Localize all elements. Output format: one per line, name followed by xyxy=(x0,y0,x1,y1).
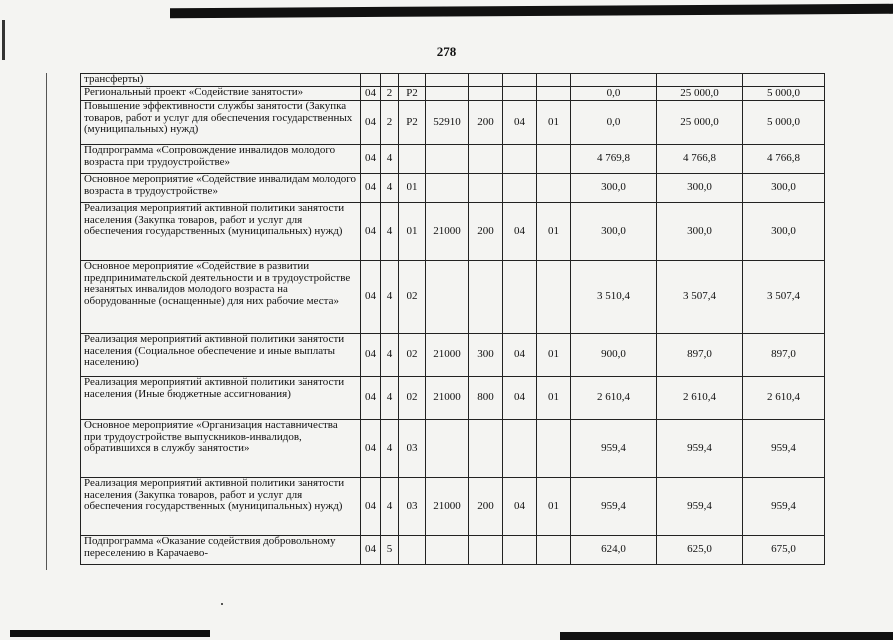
code-section: 04 xyxy=(361,261,381,334)
code-chapter xyxy=(503,87,537,101)
row-name: Реализация мероприятий активной политики занятости населения (Социальное обеспечение и иные выплаты населению) xyxy=(81,334,361,377)
code-section xyxy=(361,74,381,87)
code-chapter xyxy=(503,536,537,565)
amount-year-3 xyxy=(743,74,825,87)
code-direction xyxy=(426,74,469,87)
code-chapter xyxy=(503,145,537,174)
code-subprogram: 4 xyxy=(381,478,399,536)
table-row xyxy=(81,420,825,478)
code-direction: 21000 xyxy=(426,478,469,536)
code-event xyxy=(399,74,426,87)
amount-year-3: 959,4 xyxy=(743,420,825,478)
table-row xyxy=(81,87,825,101)
amount-year-2: 25 000,0 xyxy=(657,101,743,145)
code-expense-type: 800 xyxy=(469,377,503,420)
code-expense-type xyxy=(469,145,503,174)
amount-year-2: 25 000,0 xyxy=(657,87,743,101)
code-subchapter xyxy=(537,261,571,334)
amount-year-1: 0,0 xyxy=(571,87,657,101)
amount-year-1: 4 769,8 xyxy=(571,145,657,174)
amount-year-2: 300,0 xyxy=(657,203,743,261)
table-row xyxy=(81,74,825,87)
code-direction: 21000 xyxy=(426,334,469,377)
code-direction: 21000 xyxy=(426,377,469,420)
amount-year-3: 300,0 xyxy=(743,203,825,261)
code-direction xyxy=(426,174,469,203)
code-subchapter: 01 xyxy=(537,377,571,420)
table-row xyxy=(81,377,825,420)
code-chapter: 04 xyxy=(503,101,537,145)
amount-year-3: 4 766,8 xyxy=(743,145,825,174)
code-section: 04 xyxy=(361,174,381,203)
code-section: 04 xyxy=(361,203,381,261)
scan-border-bottom-right xyxy=(560,632,893,640)
row-name: Реализация мероприятий активной политики занятости населения (Закупка товаров, работ и услуг для обеспечения государственных (муниципальных) нужд) xyxy=(81,203,361,261)
code-expense-type xyxy=(469,536,503,565)
scan-speck xyxy=(221,603,223,605)
table-row xyxy=(81,478,825,536)
amount-year-2: 897,0 xyxy=(657,334,743,377)
budget-table xyxy=(80,73,825,565)
code-subprogram xyxy=(381,74,399,87)
code-subprogram: 4 xyxy=(381,203,399,261)
code-section: 04 xyxy=(361,87,381,101)
code-event: 02 xyxy=(399,377,426,420)
amount-year-3: 300,0 xyxy=(743,174,825,203)
code-subchapter xyxy=(537,536,571,565)
code-direction xyxy=(426,536,469,565)
code-direction xyxy=(426,420,469,478)
code-chapter xyxy=(503,74,537,87)
amount-year-1: 300,0 xyxy=(571,174,657,203)
code-expense-type xyxy=(469,74,503,87)
code-event: 03 xyxy=(399,478,426,536)
code-subchapter xyxy=(537,87,571,101)
code-subprogram: 4 xyxy=(381,420,399,478)
amount-year-3: 3 507,4 xyxy=(743,261,825,334)
amount-year-1: 0,0 xyxy=(571,101,657,145)
amount-year-2: 4 766,8 xyxy=(657,145,743,174)
code-subchapter: 01 xyxy=(537,334,571,377)
code-chapter: 04 xyxy=(503,478,537,536)
code-expense-type xyxy=(469,420,503,478)
code-direction: 21000 xyxy=(426,203,469,261)
code-subchapter: 01 xyxy=(537,203,571,261)
code-event: 02 xyxy=(399,334,426,377)
amount-year-2: 2 610,4 xyxy=(657,377,743,420)
amount-year-2 xyxy=(657,74,743,87)
code-chapter xyxy=(503,420,537,478)
code-event: Р2 xyxy=(399,101,426,145)
code-section: 04 xyxy=(361,536,381,565)
code-chapter: 04 xyxy=(503,334,537,377)
row-name: Реализация мероприятий активной политики занятости населения (Закупка товаров, работ и услуг для обеспечения государственных (муниципальных) нужд) xyxy=(81,478,361,536)
code-subprogram: 4 xyxy=(381,174,399,203)
code-subchapter xyxy=(537,145,571,174)
code-expense-type xyxy=(469,87,503,101)
code-subprogram: 5 xyxy=(381,536,399,565)
amount-year-3: 5 000,0 xyxy=(743,87,825,101)
code-subprogram: 4 xyxy=(381,334,399,377)
code-subchapter xyxy=(537,74,571,87)
amount-year-1: 300,0 xyxy=(571,203,657,261)
code-direction xyxy=(426,145,469,174)
amount-year-1: 624,0 xyxy=(571,536,657,565)
table-row xyxy=(81,174,825,203)
code-subprogram: 2 xyxy=(381,87,399,101)
scan-border-bottom-left xyxy=(10,630,210,637)
row-name: Основное мероприятие «Содействие в развитии предпринимательской деятельности и в трудоустройстве незанятых инвалидов молодого возраста на оборудованные (оснащенные) для них рабочие места» xyxy=(81,261,361,334)
code-event: Р2 xyxy=(399,87,426,101)
code-section: 04 xyxy=(361,478,381,536)
amount-year-1: 959,4 xyxy=(571,478,657,536)
code-chapter: 04 xyxy=(503,203,537,261)
code-subchapter: 01 xyxy=(537,101,571,145)
amount-year-3: 959,4 xyxy=(743,478,825,536)
amount-year-1 xyxy=(571,74,657,87)
amount-year-2: 3 507,4 xyxy=(657,261,743,334)
amount-year-3: 2 610,4 xyxy=(743,377,825,420)
code-subchapter: 01 xyxy=(537,478,571,536)
amount-year-2: 959,4 xyxy=(657,478,743,536)
row-name: Подпрограмма «Оказание содействия добровольному переселению в Карачаево- xyxy=(81,536,361,565)
row-name: Основное мероприятие «Организация наставничества при трудоустройстве выпускников-инвалидов, обратившихся в службу занятости» xyxy=(81,420,361,478)
amount-year-1: 900,0 xyxy=(571,334,657,377)
code-event: 01 xyxy=(399,174,426,203)
amount-year-2: 959,4 xyxy=(657,420,743,478)
page-margin-rule xyxy=(46,73,47,570)
code-event xyxy=(399,536,426,565)
code-section: 04 xyxy=(361,420,381,478)
code-expense-type: 200 xyxy=(469,203,503,261)
row-name: Повышение эффективности службы занятости (Закупка товаров, работ и услуг для обеспечения государственных (муниципальных) нужд) xyxy=(81,101,361,145)
code-event: 03 xyxy=(399,420,426,478)
code-subprogram: 4 xyxy=(381,145,399,174)
amount-year-3: 675,0 xyxy=(743,536,825,565)
table-row xyxy=(81,101,825,145)
row-name: Основное мероприятие «Содействие инвалидам молодого возраста в трудоустройстве» xyxy=(81,174,361,203)
code-subchapter xyxy=(537,174,571,203)
code-event: 01 xyxy=(399,203,426,261)
row-name: Подпрограмма «Сопровождение инвалидов молодого возраста при трудоустройстве» xyxy=(81,145,361,174)
page-number: 278 xyxy=(436,44,457,59)
code-section: 04 xyxy=(361,101,381,145)
code-expense-type: 200 xyxy=(469,101,503,145)
table-row xyxy=(81,145,825,174)
code-section: 04 xyxy=(361,334,381,377)
amount-year-2: 625,0 xyxy=(657,536,743,565)
row-name: Региональный проект «Содействие занятости» xyxy=(81,87,361,101)
code-subprogram: 4 xyxy=(381,261,399,334)
amount-year-2: 300,0 xyxy=(657,174,743,203)
row-name: трансферты) xyxy=(81,74,361,87)
amount-year-1: 959,4 xyxy=(571,420,657,478)
table-row xyxy=(81,261,825,334)
code-subprogram: 2 xyxy=(381,101,399,145)
code-expense-type xyxy=(469,174,503,203)
code-chapter xyxy=(503,261,537,334)
table-row xyxy=(81,334,825,377)
code-subprogram: 4 xyxy=(381,377,399,420)
scan-border-top xyxy=(170,4,893,18)
code-event: 02 xyxy=(399,261,426,334)
code-subchapter xyxy=(537,420,571,478)
code-expense-type xyxy=(469,261,503,334)
code-chapter: 04 xyxy=(503,377,537,420)
code-section: 04 xyxy=(361,145,381,174)
amount-year-1: 3 510,4 xyxy=(571,261,657,334)
table-row xyxy=(81,203,825,261)
code-direction xyxy=(426,261,469,334)
code-expense-type: 200 xyxy=(469,478,503,536)
code-section: 04 xyxy=(361,377,381,420)
code-chapter xyxy=(503,174,537,203)
code-direction: 52910 xyxy=(426,101,469,145)
row-name: Реализация мероприятий активной политики занятости населения (Иные бюджетные ассигнования) xyxy=(81,377,361,420)
code-direction xyxy=(426,87,469,101)
amount-year-1: 2 610,4 xyxy=(571,377,657,420)
code-event xyxy=(399,145,426,174)
table-row xyxy=(81,536,825,565)
amount-year-3: 897,0 xyxy=(743,334,825,377)
amount-year-3: 5 000,0 xyxy=(743,101,825,145)
code-expense-type: 300 xyxy=(469,334,503,377)
